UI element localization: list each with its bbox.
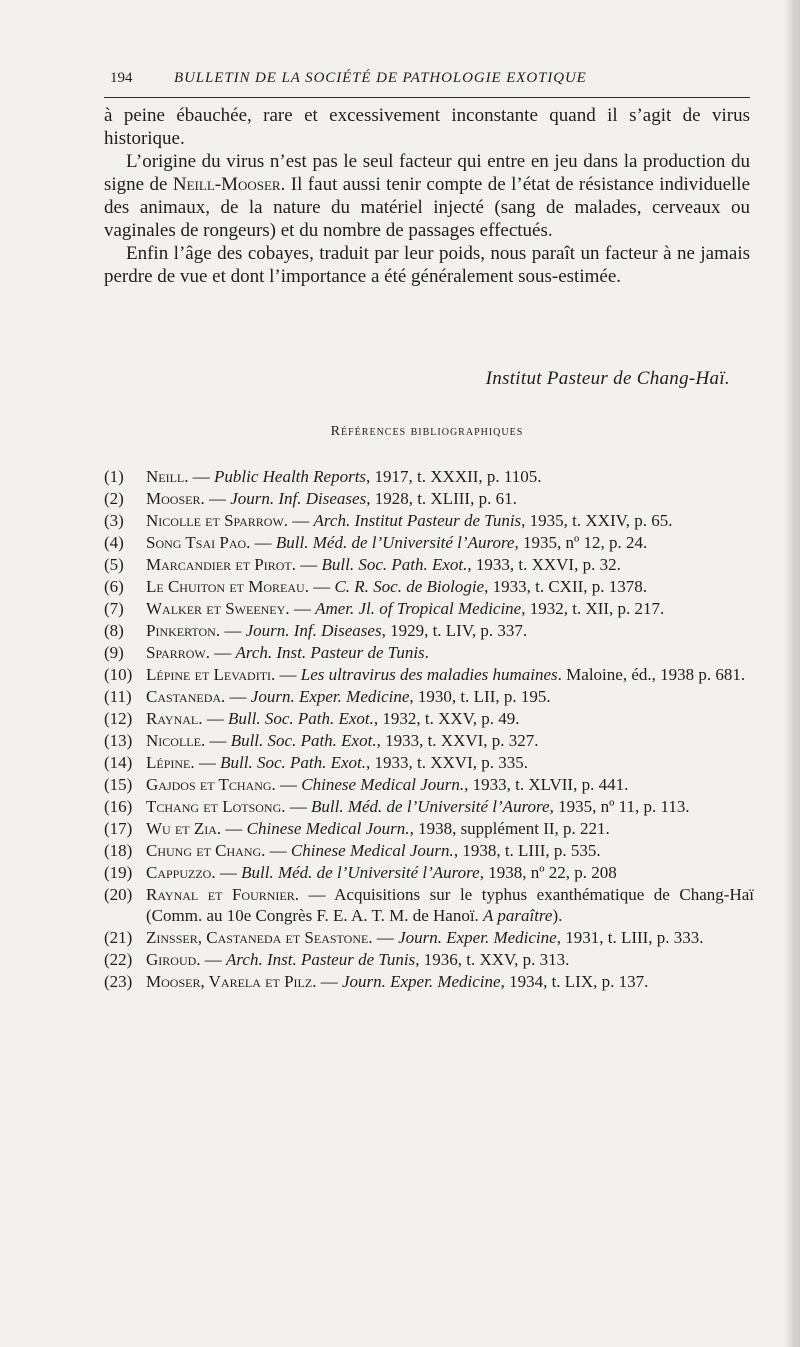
- reference-details: .: [424, 643, 429, 662]
- body-text: [104, 104, 750, 288]
- reference-number: (13): [104, 731, 133, 750]
- reference-item: [104, 840, 754, 861]
- reference-text: . —: [216, 819, 247, 838]
- reference-details: , 1933, t. CXII, p. 1378.: [484, 577, 648, 596]
- reference-text: . —: [281, 797, 312, 816]
- reference-number: (9): [104, 643, 124, 662]
- reference-journal: Arch. Inst. Pasteur de Tunis: [235, 643, 425, 662]
- reference-item: [104, 466, 754, 487]
- reference-details: , 1933, t. XLVII, p. 441.: [464, 775, 629, 794]
- reference-author: Cappuzzo: [146, 863, 212, 882]
- reference-journal: Public Health Reports: [214, 467, 367, 486]
- reference-details: , 1938, nº 22, p. 208: [479, 863, 617, 882]
- reference-text: . —: [368, 928, 399, 947]
- reference-item: [104, 818, 754, 839]
- reference-author: Tchang et Lotsong: [146, 797, 282, 816]
- reference-author: Castaneda: [146, 687, 222, 706]
- reference-author: Wu et Zia: [146, 819, 217, 838]
- reference-journal: Amer. Jl. of Tropical Medicine: [315, 599, 522, 618]
- reference-item: [104, 752, 754, 773]
- reference-number: (11): [104, 687, 132, 706]
- reference-number: (3): [104, 511, 124, 530]
- header-rule: [104, 97, 750, 98]
- reference-text: . —: [200, 731, 231, 750]
- reference-number: (4): [104, 533, 124, 552]
- reference-number: (15): [104, 775, 133, 794]
- reference-author: Walker et Sweeney: [146, 599, 286, 618]
- reference-number: (5): [104, 555, 124, 574]
- reference-item: [104, 927, 754, 948]
- reference-item: [104, 664, 754, 685]
- reference-number: (7): [104, 599, 124, 618]
- page-edge-shadow: [784, 0, 800, 1347]
- reference-journal: Arch. Inst. Pasteur de Tunis: [226, 950, 416, 969]
- reference-journal: A paraître: [483, 906, 553, 925]
- reference-number: (2): [104, 489, 124, 508]
- reference-details: , 1929, t. LIV, p. 337.: [381, 621, 528, 640]
- reference-author: Nicolle: [146, 731, 201, 750]
- reference-journal: Journ. Inf. Diseases: [230, 489, 367, 508]
- reference-item: [104, 642, 754, 663]
- institution-signature: Institut Pasteur de Chang-Haï.: [485, 368, 730, 389]
- reference-number: (6): [104, 577, 124, 596]
- reference-details: , 1932, t. XII, p. 217.: [521, 599, 665, 618]
- reference-number: (20): [104, 885, 133, 904]
- reference-item: [104, 510, 754, 531]
- reference-details: , 1936, t. XXV, p. 313.: [415, 950, 570, 969]
- reference-author: Giroud: [146, 950, 197, 969]
- reference-item: [104, 730, 754, 751]
- reference-text: . —: [211, 863, 242, 882]
- running-header: [104, 68, 754, 92]
- reference-item: [104, 532, 754, 553]
- reference-journal: Chinese Medical Journ.: [301, 775, 465, 794]
- reference-journal: Journ. Inf. Diseases: [245, 621, 382, 640]
- reference-item: [104, 862, 754, 883]
- reference-journal: Bull. Méd. de l’Université l’Aurore: [241, 863, 480, 882]
- reference-journal: Journ. Exper. Medicine: [398, 928, 557, 947]
- reference-number: (21): [104, 928, 133, 947]
- reference-item: [104, 554, 754, 575]
- reference-author: Marcandier et Pirot: [146, 555, 292, 574]
- reference-details: , 1938, t. LIII, p. 535.: [453, 841, 601, 860]
- reference-details: , 1935, nº 11, p. 113.: [549, 797, 690, 816]
- reference-details: , 1938, supplément II, p. 221.: [409, 819, 610, 838]
- reference-details: , 1935, nº 12, p. 24.: [514, 533, 648, 552]
- reference-journal: Les ultravirus des maladies humaines: [300, 665, 558, 684]
- reference-number: (16): [104, 797, 133, 816]
- reference-journal: Bull. Soc. Path. Exot.: [220, 753, 367, 772]
- reference-text: . —: [246, 533, 276, 552]
- reference-author: Nicolle et Sparrow: [146, 511, 284, 530]
- reference-item: [104, 971, 754, 992]
- paragraph: à peine ébauchée, rare et excessivement inconstante quand il s’agit de virus historique.: [104, 105, 750, 149]
- reference-details: , 1930, t. LII, p. 195.: [409, 687, 551, 706]
- reference-details: , 1933, t. XXVI, p. 32.: [467, 555, 621, 574]
- reference-number: (17): [104, 819, 133, 838]
- reference-text: . —: [271, 775, 302, 794]
- reference-number: (1): [104, 467, 124, 486]
- reference-text: . —: [198, 709, 228, 728]
- reference-text: . —: [221, 687, 251, 706]
- reference-text: . —: [291, 555, 322, 574]
- reference-author: Mooser, Varela et Pilz: [146, 972, 313, 991]
- reference-journal: Bull. Méd. de l’Université l’Aurore: [275, 533, 515, 552]
- reference-number: (14): [104, 753, 133, 772]
- reference-item: [104, 708, 754, 729]
- reference-details: , 1917, t. XXXII, p. 1105.: [366, 467, 542, 486]
- reference-journal: Bull. Soc. Path. Exot.: [227, 709, 374, 728]
- reference-journal: Chinese Medical Journ.: [246, 819, 410, 838]
- reference-author: Neill: [146, 467, 185, 486]
- reference-author: Sparrow: [146, 643, 206, 662]
- reference-text: . —: [190, 753, 221, 772]
- reference-text: . —: [312, 972, 342, 991]
- reference-journal: Bull. Soc. Path. Exot.: [321, 555, 468, 574]
- reference-details: , 1933, t. XXVI, p. 327.: [376, 731, 539, 750]
- reference-journal: Journ. Exper. Medicine: [341, 972, 501, 991]
- reference-journal: Bull. Soc. Path. Exot.: [230, 731, 377, 750]
- reference-author: Song Tsai Pao: [146, 533, 247, 552]
- reference-item: [104, 949, 754, 970]
- reference-details: , 1933, t. XXVI, p. 335.: [366, 753, 528, 772]
- reference-details: , 1931, t. LIII, p. 333.: [556, 928, 704, 947]
- reference-journal: C. R. Soc. de Biologie: [334, 577, 485, 596]
- reference-author: Chung et Chang: [146, 841, 262, 860]
- reference-text: . —: [285, 599, 316, 618]
- paragraph: L’origine du virus n’est pas le seul facteur qui entre en jeu dans la production du signe de Neill-Mooser. Il faut aussi tenir compte de l’état de résistance individuelle des animaux, de la nature du matériel injecté (sang de malades, cerveaux ou vaginales de rongeurs) et du nombre de passages effectués.: [104, 151, 751, 241]
- reference-text: . —: [261, 841, 291, 860]
- reference-text: . —: [205, 643, 236, 662]
- reference-details: , 1934, t. LIX, p. 137.: [500, 972, 649, 991]
- reference-text: . —: [283, 511, 314, 530]
- reference-author: Le Chuiton et Moreau: [146, 577, 305, 596]
- reference-author: Lépine et Levaditi: [146, 665, 272, 684]
- reference-journal: Chinese Medical Journ.: [290, 841, 454, 860]
- reference-author: Lépine: [146, 753, 191, 772]
- reference-item: [104, 576, 754, 597]
- paragraph: Enfin l’âge des cobayes, traduit par leur poids, nous paraît un facteur à ne jamais perdre de vue et dont l’importance a été généralement sous-estimée.: [104, 243, 750, 287]
- reference-journal: Journ. Exper. Medicine: [250, 687, 410, 706]
- references-heading: Références bibliographiques: [330, 424, 524, 439]
- reference-item: [104, 884, 754, 926]
- reference-item: [104, 796, 754, 817]
- reference-details: , 1932, t. XXV, p. 49.: [373, 709, 520, 728]
- reference-item: [104, 774, 754, 795]
- reference-text: . —: [184, 467, 215, 486]
- reference-text: . — Acquisitions sur le typhus exanthématique de Chang-Haï (Comm. au 10e Congrès F. E. A. T. M. de Hanoï.: [146, 885, 754, 925]
- reference-item: [104, 598, 754, 619]
- reference-number: (23): [104, 972, 133, 991]
- reference-number: (10): [104, 665, 133, 684]
- reference-details: ).: [552, 906, 563, 925]
- reference-author: Raynal et Fournier: [146, 885, 295, 904]
- reference-journal: Bull. Méd. de l’Université l’Aurore: [311, 797, 550, 816]
- reference-text: . —: [196, 950, 227, 969]
- reference-item: [104, 620, 754, 641]
- reference-details: , 1928, t. XLIII, p. 61.: [366, 489, 517, 508]
- reference-details: . Maloine, éd., 1938 p. 681.: [557, 665, 746, 684]
- reference-item: [104, 686, 754, 707]
- reference-number: (18): [104, 841, 133, 860]
- reference-text: . —: [271, 665, 301, 684]
- journal-title: BULLETIN DE LA SOCIÉTÉ DE PATHOLOGIE EXOTIQUE: [174, 70, 587, 86]
- reference-journal: Arch. Institut Pasteur de Tunis: [313, 511, 522, 530]
- reference-number: (19): [104, 863, 133, 882]
- reference-author: Mooser: [146, 489, 201, 508]
- reference-item: [104, 488, 754, 509]
- reference-text: . —: [304, 577, 335, 596]
- reference-author: Pinkerton: [146, 621, 216, 640]
- reference-number: (8): [104, 621, 124, 640]
- reference-author: Gajdos et Tchang: [146, 775, 272, 794]
- reference-text: . —: [200, 489, 231, 508]
- reference-details: , 1935, t. XXIV, p. 65.: [521, 511, 673, 530]
- reference-number: (22): [104, 950, 133, 969]
- reference-number: (12): [104, 709, 133, 728]
- reference-text: . —: [215, 621, 246, 640]
- reference-author: Zinsser, Castaneda et Seastone: [146, 928, 369, 947]
- page-number: 194: [110, 70, 133, 86]
- reference-author: Raynal: [146, 709, 199, 728]
- reference-list: [104, 466, 754, 993]
